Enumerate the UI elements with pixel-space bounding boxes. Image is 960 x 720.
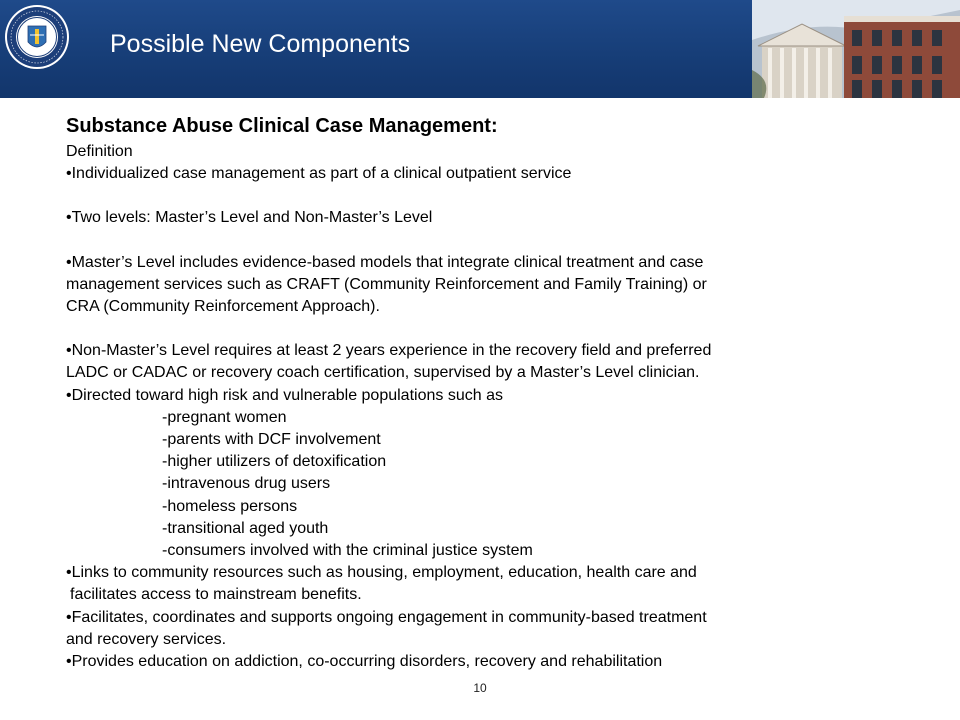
body-line: •Facilitates, coordinates and supports ongoing engagement in community-based treatment [66,608,707,626]
body-line: Definition [66,143,133,160]
body-line: •Links to community resources such as housing, employment, education, health care and [66,564,697,582]
body-spacer [66,185,846,207]
population-item: -transitional aged youth [162,519,329,537]
body-line: •Master’s Level includes evidence-based models that integrate clinical treatment and case [66,253,704,271]
header-banner [0,0,960,98]
body-line: facilitates access to mainstream benefits. [70,586,362,604]
body-line: •Provides education on addiction, co-occurring disorders, recovery and rehabilitation [66,653,663,671]
body-line: •Individualized case management as part of a clinical outpatient service [66,165,572,183]
section-heading: Substance Abuse Clinical Case Management: [66,115,498,137]
body-line: LADC or CADAC or recovery coach certification, supervised by a Master’s Level clinician. [66,364,700,382]
state-seal-icon [4,4,70,70]
body-line: •Directed toward high risk and vulnerable populations such as [66,386,503,404]
body-line: and recovery services. [66,630,227,648]
body-line: •Two levels: Master’s Level and Non-Master’s Level [66,209,433,227]
population-item: -pregnant women [162,408,287,426]
body-line: •Non-Master’s Level requires at least 2 years experience in the recovery field and preferred [66,342,712,360]
body-line: CRA (Community Reinforcement Approach). [66,298,380,316]
body-line: management services such as CRAFT (Community Reinforcement and Family Training) or [66,275,707,293]
population-item: -homeless persons [162,497,298,515]
slide-body [66,113,846,673]
population-item: -consumers involved with the criminal justice system [162,542,533,560]
population-item: -parents with DCF involvement [162,431,381,449]
slide-title: Possible New Components [110,30,411,58]
body-spacer [66,318,846,340]
page-number: 10 [473,681,487,695]
population-item: -higher utilizers of detoxification [162,453,387,471]
body-spacer [66,230,846,252]
state-house-image [752,0,960,98]
population-item: -intravenous drug users [162,475,331,493]
